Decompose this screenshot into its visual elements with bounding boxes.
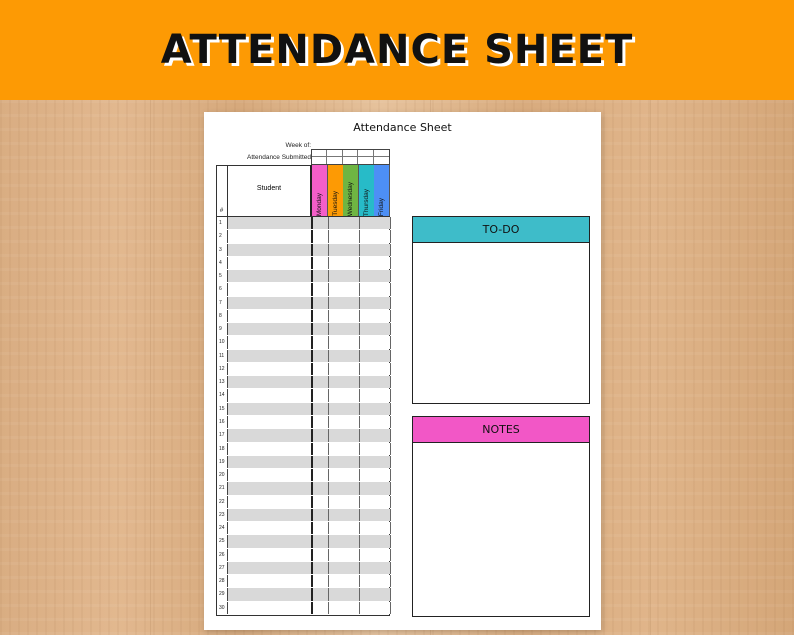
attendance-cell-monday[interactable] xyxy=(313,310,329,322)
attendance-cell-thursday[interactable] xyxy=(360,535,376,547)
attendance-cell-friday[interactable] xyxy=(375,323,391,335)
student-name-cell[interactable] xyxy=(228,416,313,428)
header-banner xyxy=(0,0,794,100)
attendance-cell-monday[interactable] xyxy=(313,535,329,547)
student-name-cell[interactable] xyxy=(228,549,313,561)
attendance-cell-thursday[interactable] xyxy=(360,363,376,375)
attendance-cell-monday[interactable] xyxy=(313,496,329,508)
day-header-friday xyxy=(374,165,390,216)
student-name-cell[interactable] xyxy=(228,350,313,362)
student-name-cell[interactable] xyxy=(228,389,313,401)
attendance-cell-wednesday[interactable] xyxy=(344,389,360,401)
table-row xyxy=(217,376,389,389)
student-name-cell[interactable] xyxy=(228,482,313,494)
attendance-cell-wednesday[interactable] xyxy=(344,350,360,362)
day-header-tuesday xyxy=(328,165,344,216)
table-row xyxy=(217,389,389,402)
table-row xyxy=(217,469,389,482)
attendance-cell-thursday[interactable] xyxy=(360,416,376,428)
attendance-cell-monday[interactable] xyxy=(313,575,329,587)
attendance-cell-tuesday[interactable] xyxy=(329,482,345,494)
attendance-cell-monday[interactable] xyxy=(313,297,329,309)
attendance-cell-thursday[interactable] xyxy=(360,509,376,521)
attendance-cell-thursday[interactable] xyxy=(360,376,376,388)
attendance-cell-thursday[interactable] xyxy=(360,217,376,229)
student-roster-table xyxy=(216,216,390,616)
attendance-cell-friday[interactable] xyxy=(375,363,391,375)
attendance-cell-monday[interactable] xyxy=(313,429,329,441)
attendance-cell-tuesday[interactable] xyxy=(329,283,345,295)
attendance-cell-wednesday[interactable] xyxy=(344,244,360,256)
notes-box[interactable] xyxy=(412,416,590,617)
attendance-sheet-page xyxy=(204,112,601,630)
day-label: Wednesday xyxy=(347,181,355,216)
table-row xyxy=(217,403,389,416)
attendance-cell-thursday[interactable] xyxy=(360,482,376,494)
attendance-cell-monday[interactable] xyxy=(313,403,329,415)
attendance-cell-thursday[interactable] xyxy=(360,443,376,455)
table-row xyxy=(217,244,389,257)
attendance-cell-tuesday[interactable] xyxy=(329,549,345,561)
attendance-cell-tuesday[interactable] xyxy=(329,310,345,322)
attendance-cell-tuesday[interactable] xyxy=(329,350,345,362)
student-name-cell[interactable] xyxy=(228,562,313,574)
day-label: Tuesday xyxy=(331,191,339,216)
student-name-cell[interactable] xyxy=(228,310,313,322)
table-row xyxy=(217,429,389,442)
attendance-cell-monday[interactable] xyxy=(313,443,329,455)
attendance-cell-tuesday[interactable] xyxy=(329,416,345,428)
row-number: 7 xyxy=(217,297,228,309)
attendance-cell-tuesday[interactable] xyxy=(329,336,345,348)
attendance-cell-monday[interactable] xyxy=(313,336,329,348)
attendance-cell-tuesday[interactable] xyxy=(329,496,345,508)
table-row xyxy=(217,562,389,575)
attendance-cell-friday[interactable] xyxy=(375,389,391,401)
attendance-cell-friday[interactable] xyxy=(375,443,391,455)
attendance-cell-wednesday[interactable] xyxy=(344,376,360,388)
student-name-cell[interactable] xyxy=(228,363,313,375)
student-name-cell[interactable] xyxy=(228,244,313,256)
attendance-cell-tuesday[interactable] xyxy=(329,217,345,229)
attendance-cell-monday[interactable] xyxy=(313,602,329,614)
attendance-cell-tuesday[interactable] xyxy=(329,389,345,401)
attendance-cell-wednesday[interactable] xyxy=(344,588,360,600)
row-number: 28 xyxy=(217,575,228,587)
attendance-cell-tuesday[interactable] xyxy=(329,403,345,415)
attendance-cell-thursday[interactable] xyxy=(360,562,376,574)
row-number: 8 xyxy=(217,310,228,322)
row-number: 19 xyxy=(217,456,228,468)
attendance-cell-wednesday[interactable] xyxy=(344,496,360,508)
row-number: 2 xyxy=(217,230,228,242)
attendance-cell-monday[interactable] xyxy=(313,482,329,494)
student-name-cell[interactable] xyxy=(228,509,313,521)
attendance-cell-wednesday[interactable] xyxy=(344,416,360,428)
row-number: 6 xyxy=(217,283,228,295)
attendance-cell-wednesday[interactable] xyxy=(344,403,360,415)
attendance-cell-wednesday[interactable] xyxy=(344,469,360,481)
attendance-cell-thursday[interactable] xyxy=(360,336,376,348)
attendance-cell-tuesday[interactable] xyxy=(329,244,345,256)
attendance-cell-thursday[interactable] xyxy=(360,496,376,508)
attendance-cell-wednesday[interactable] xyxy=(344,509,360,521)
attendance-cell-friday[interactable] xyxy=(375,403,391,415)
attendance-cell-friday[interactable] xyxy=(375,549,391,561)
attendance-cell-friday[interactable] xyxy=(375,283,391,295)
attendance-cell-tuesday[interactable] xyxy=(329,429,345,441)
row-number: 17 xyxy=(217,429,228,441)
attendance-cell-wednesday[interactable] xyxy=(344,522,360,534)
attendance-cell-tuesday[interactable] xyxy=(329,270,345,282)
table-row xyxy=(217,509,389,522)
attendance-cell-wednesday[interactable] xyxy=(344,283,360,295)
table-row xyxy=(217,416,389,429)
attendance-cell-friday[interactable] xyxy=(375,336,391,348)
table-row xyxy=(217,549,389,562)
day-label: Monday xyxy=(316,192,323,216)
table-row xyxy=(217,363,389,376)
student-name-cell[interactable] xyxy=(228,575,313,587)
attendance-cell-thursday[interactable] xyxy=(360,283,376,295)
student-name-cell[interactable] xyxy=(228,403,313,415)
row-number: 10 xyxy=(217,336,228,348)
attendance-cell-tuesday[interactable] xyxy=(329,257,345,269)
attendance-cell-thursday[interactable] xyxy=(360,244,376,256)
attendance-cell-thursday[interactable] xyxy=(360,270,376,282)
attendance-cell-friday[interactable] xyxy=(375,244,391,256)
attendance-cell-tuesday[interactable] xyxy=(329,443,345,455)
banner-title: ATTENDANCE SHEET xyxy=(160,27,634,73)
attendance-cell-friday[interactable] xyxy=(375,456,391,468)
attendance-cell-monday[interactable] xyxy=(313,522,329,534)
attendance-cell-wednesday[interactable] xyxy=(344,257,360,269)
attendance-cell-friday[interactable] xyxy=(375,429,391,441)
attendance-cell-wednesday[interactable] xyxy=(344,429,360,441)
attendance-cell-thursday[interactable] xyxy=(360,588,376,600)
todo-header: TO-DO xyxy=(413,217,589,243)
attendance-cell-friday[interactable] xyxy=(375,270,391,282)
attendance-cell-monday[interactable] xyxy=(313,244,329,256)
table-row xyxy=(217,350,389,363)
attendance-cell-monday[interactable] xyxy=(313,469,329,481)
attendance-cell-wednesday[interactable] xyxy=(344,336,360,348)
attendance-cell-friday[interactable] xyxy=(375,350,391,362)
attendance-cell-wednesday[interactable] xyxy=(344,310,360,322)
attendance-cell-monday[interactable] xyxy=(313,416,329,428)
row-number: 15 xyxy=(217,403,228,415)
student-name-cell[interactable] xyxy=(228,443,313,455)
attendance-cell-tuesday[interactable] xyxy=(329,575,345,587)
attendance-cell-tuesday[interactable] xyxy=(329,469,345,481)
attendance-cell-friday[interactable] xyxy=(375,297,391,309)
attendance-cell-thursday[interactable] xyxy=(360,602,376,614)
attendance-cell-monday[interactable] xyxy=(313,363,329,375)
student-name-cell[interactable] xyxy=(228,257,313,269)
attendance-cell-tuesday[interactable] xyxy=(329,363,345,375)
attendance-cell-friday[interactable] xyxy=(375,562,391,574)
student-name-cell[interactable] xyxy=(228,496,313,508)
student-name-cell[interactable] xyxy=(228,230,313,242)
table-row xyxy=(217,283,389,296)
attendance-cell-thursday[interactable] xyxy=(360,310,376,322)
row-number: 4 xyxy=(217,257,228,269)
attendance-cell-thursday[interactable] xyxy=(360,323,376,335)
attendance-cell-friday[interactable] xyxy=(375,376,391,388)
attendance-cell-wednesday[interactable] xyxy=(344,323,360,335)
attendance-cell-wednesday[interactable] xyxy=(344,482,360,494)
table-row xyxy=(217,443,389,456)
attendance-cell-thursday[interactable] xyxy=(360,575,376,587)
attendance-cell-monday[interactable] xyxy=(313,230,329,242)
attendance-cell-thursday[interactable] xyxy=(360,350,376,362)
row-number: 16 xyxy=(217,416,228,428)
attendance-cell-wednesday[interactable] xyxy=(344,297,360,309)
attendance-cell-monday[interactable] xyxy=(313,350,329,362)
attendance-cell-thursday[interactable] xyxy=(360,230,376,242)
table-row xyxy=(217,456,389,469)
week-of-label: Week of: xyxy=(285,142,311,149)
row-number: 20 xyxy=(217,469,228,481)
attendance-cell-friday[interactable] xyxy=(375,602,391,614)
row-number: 13 xyxy=(217,376,228,388)
attendance-cell-monday[interactable] xyxy=(313,389,329,401)
attendance-cell-friday[interactable] xyxy=(375,535,391,547)
attendance-cell-tuesday[interactable] xyxy=(329,230,345,242)
attendance-cell-thursday[interactable] xyxy=(360,257,376,269)
table-row xyxy=(217,575,389,588)
attendance-cell-wednesday[interactable] xyxy=(344,230,360,242)
week-submission-grid[interactable] xyxy=(311,149,390,165)
attendance-cell-tuesday[interactable] xyxy=(329,456,345,468)
student-name-cell[interactable] xyxy=(228,522,313,534)
student-name-cell[interactable] xyxy=(228,588,313,600)
table-row xyxy=(217,535,389,548)
attendance-cell-thursday[interactable] xyxy=(360,469,376,481)
student-name-cell[interactable] xyxy=(228,469,313,481)
attendance-cell-friday[interactable] xyxy=(375,217,391,229)
row-number: 12 xyxy=(217,363,228,375)
sheet-title: Attendance Sheet xyxy=(353,121,452,134)
wood-plank-seam xyxy=(650,100,651,635)
attendance-cell-monday[interactable] xyxy=(313,376,329,388)
table-row xyxy=(217,310,389,323)
number-column-header: # xyxy=(216,165,228,216)
table-row xyxy=(217,297,389,310)
student-name-cell[interactable] xyxy=(228,283,313,295)
attendance-cell-wednesday[interactable] xyxy=(344,270,360,282)
attendance-cell-monday[interactable] xyxy=(313,549,329,561)
attendance-cell-friday[interactable] xyxy=(375,230,391,242)
attendance-cell-monday[interactable] xyxy=(313,456,329,468)
attendance-cell-tuesday[interactable] xyxy=(329,509,345,521)
day-header-monday xyxy=(312,165,328,216)
attendance-cell-friday[interactable] xyxy=(375,482,391,494)
attendance-cell-monday[interactable] xyxy=(313,217,329,229)
attendance-cell-thursday[interactable] xyxy=(360,522,376,534)
student-name-cell[interactable] xyxy=(228,217,313,229)
day-label: Thursday xyxy=(362,188,370,216)
student-name-cell[interactable] xyxy=(228,270,313,282)
table-row xyxy=(217,230,389,243)
attendance-cell-wednesday[interactable] xyxy=(344,549,360,561)
attendance-cell-wednesday[interactable] xyxy=(344,535,360,547)
row-number: 3 xyxy=(217,244,228,256)
row-number: 23 xyxy=(217,509,228,521)
todo-box[interactable] xyxy=(412,216,590,404)
attendance-cell-wednesday[interactable] xyxy=(344,456,360,468)
attendance-cell-wednesday[interactable] xyxy=(344,562,360,574)
attendance-cell-monday[interactable] xyxy=(313,588,329,600)
student-name-cell[interactable] xyxy=(228,376,313,388)
attendance-cell-thursday[interactable] xyxy=(360,297,376,309)
table-row xyxy=(217,522,389,535)
student-column-header: Student xyxy=(228,165,312,216)
table-row xyxy=(217,496,389,509)
attendance-cell-tuesday[interactable] xyxy=(329,376,345,388)
attendance-cell-wednesday[interactable] xyxy=(344,602,360,614)
attendance-submitted-label: Attendance Submitted xyxy=(247,154,311,161)
row-number: 27 xyxy=(217,562,228,574)
attendance-cell-friday[interactable] xyxy=(375,509,391,521)
row-number: 9 xyxy=(217,323,228,335)
student-name-cell[interactable] xyxy=(228,456,313,468)
attendance-cell-tuesday[interactable] xyxy=(329,323,345,335)
student-name-cell[interactable] xyxy=(228,602,313,614)
table-row xyxy=(217,257,389,270)
attendance-cell-tuesday[interactable] xyxy=(329,297,345,309)
row-number: 30 xyxy=(217,602,228,614)
row-number: 5 xyxy=(217,270,228,282)
attendance-cell-monday[interactable] xyxy=(313,509,329,521)
attendance-cell-wednesday[interactable] xyxy=(344,217,360,229)
attendance-cell-tuesday[interactable] xyxy=(329,535,345,547)
attendance-cell-monday[interactable] xyxy=(313,270,329,282)
attendance-cell-friday[interactable] xyxy=(375,522,391,534)
row-number: 29 xyxy=(217,588,228,600)
attendance-cell-friday[interactable] xyxy=(375,588,391,600)
table-row xyxy=(217,270,389,283)
row-number: 11 xyxy=(217,350,228,362)
attendance-cell-tuesday[interactable] xyxy=(329,588,345,600)
attendance-cell-thursday[interactable] xyxy=(360,403,376,415)
wood-plank-seam xyxy=(150,100,151,635)
attendance-cell-thursday[interactable] xyxy=(360,456,376,468)
row-number: 24 xyxy=(217,522,228,534)
attendance-cell-wednesday[interactable] xyxy=(344,443,360,455)
row-number: 22 xyxy=(217,496,228,508)
row-number: 25 xyxy=(217,535,228,547)
table-row xyxy=(217,323,389,336)
attendance-cell-monday[interactable] xyxy=(313,562,329,574)
table-row xyxy=(217,217,389,230)
table-row xyxy=(217,336,389,349)
row-number: 21 xyxy=(217,482,228,494)
student-name-cell[interactable] xyxy=(228,336,313,348)
attendance-cell-monday[interactable] xyxy=(313,323,329,335)
row-number: 1 xyxy=(217,217,228,229)
day-label: Friday xyxy=(378,197,386,216)
attendance-cell-friday[interactable] xyxy=(375,257,391,269)
attendance-cell-friday[interactable] xyxy=(375,310,391,322)
attendance-cell-tuesday[interactable] xyxy=(329,522,345,534)
attendance-cell-thursday[interactable] xyxy=(360,389,376,401)
attendance-cell-friday[interactable] xyxy=(375,496,391,508)
student-name-cell[interactable] xyxy=(228,297,313,309)
attendance-cell-thursday[interactable] xyxy=(360,549,376,561)
table-row xyxy=(217,602,389,615)
row-number: 26 xyxy=(217,549,228,561)
attendance-cell-wednesday[interactable] xyxy=(344,575,360,587)
attendance-cell-monday[interactable] xyxy=(313,283,329,295)
notes-header: NOTES xyxy=(413,417,589,443)
attendance-cell-thursday[interactable] xyxy=(360,429,376,441)
attendance-cell-tuesday[interactable] xyxy=(329,602,345,614)
row-number: 18 xyxy=(217,443,228,455)
attendance-cell-friday[interactable] xyxy=(375,575,391,587)
attendance-cell-wednesday[interactable] xyxy=(344,363,360,375)
row-number: 14 xyxy=(217,389,228,401)
day-header-wednesday xyxy=(343,165,359,216)
student-name-cell[interactable] xyxy=(228,323,313,335)
attendance-cell-monday[interactable] xyxy=(313,257,329,269)
table-row xyxy=(217,588,389,601)
table-row xyxy=(217,482,389,495)
attendance-cell-friday[interactable] xyxy=(375,469,391,481)
student-name-cell[interactable] xyxy=(228,535,313,547)
attendance-cell-friday[interactable] xyxy=(375,416,391,428)
day-header-thursday xyxy=(359,165,375,216)
student-name-cell[interactable] xyxy=(228,429,313,441)
attendance-cell-tuesday[interactable] xyxy=(329,562,345,574)
